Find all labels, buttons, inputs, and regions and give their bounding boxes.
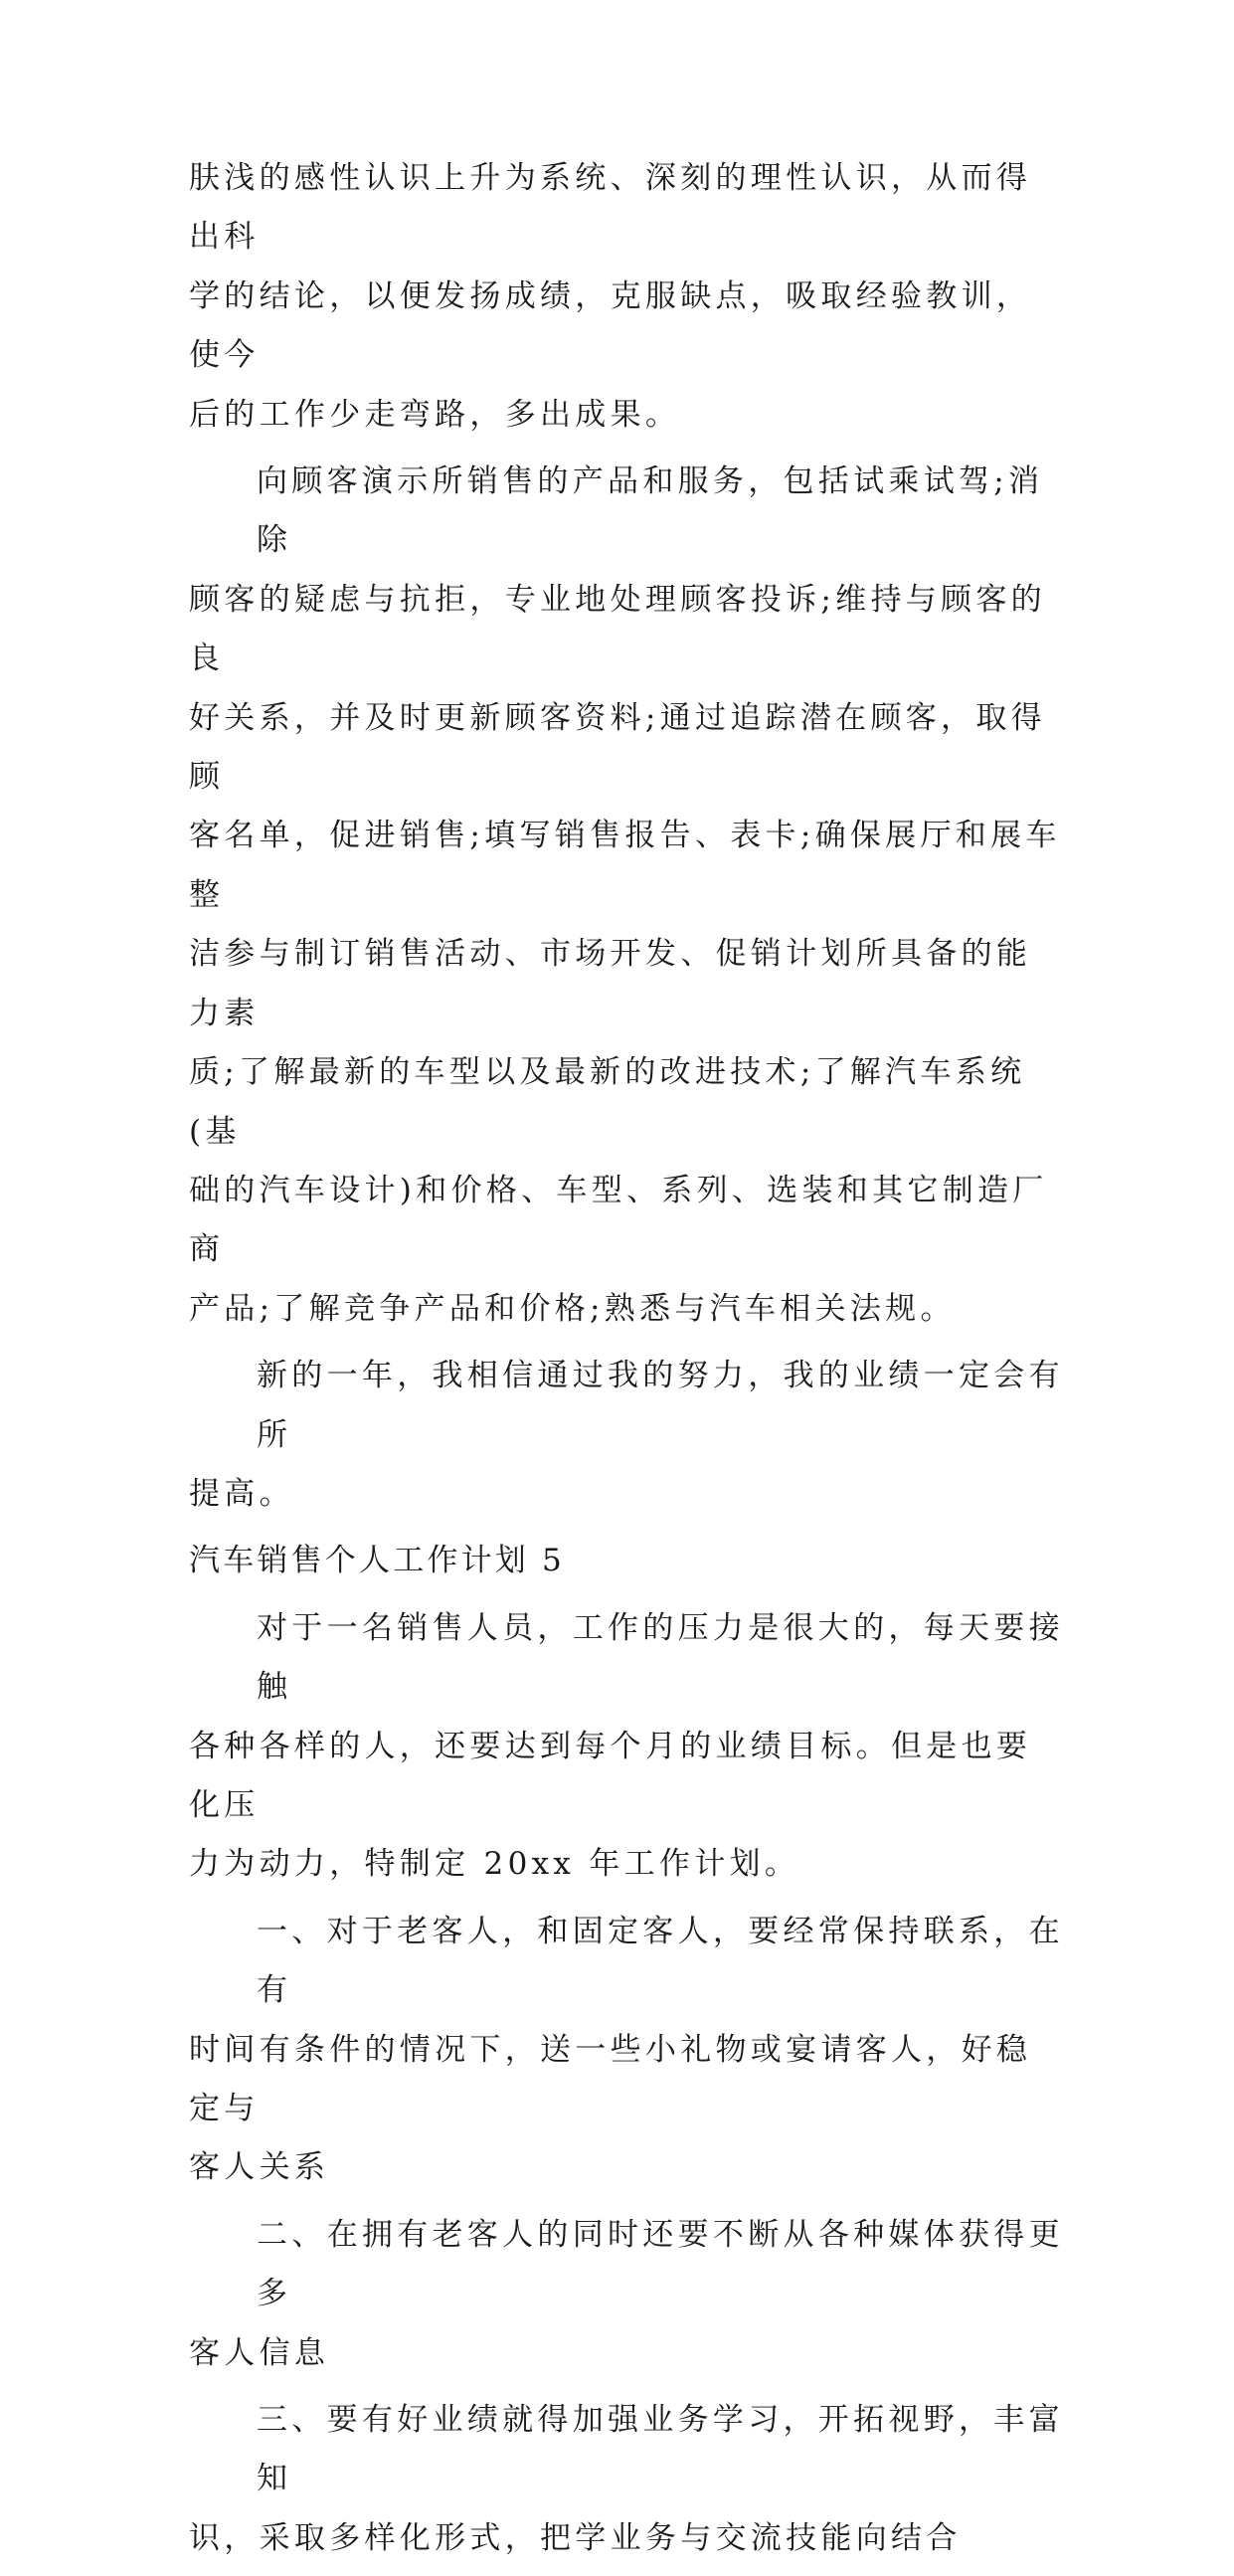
text-line: 洁参与制订销售活动、市场开发、促销计划所具备的能力素 bbox=[189, 936, 1032, 1031]
text-line: 提高。 bbox=[189, 1475, 294, 1512]
text-line: 顾客的疑虑与抗拒，专业地处理顾客投诉;维持与顾客的良 bbox=[189, 581, 1046, 677]
text-line: 时间有条件的情况下，送一些小礼物或宴请客人，好稳定与 bbox=[189, 2031, 1032, 2126]
text-line: 客名单，促进销售;填写销售报告、表卡;确保展厅和展车整 bbox=[189, 818, 1061, 913]
text-line: 学的结论，以便发扬成绩，克服缺点，吸取经验教训，使今 bbox=[189, 277, 1032, 374]
text-line: 客人关系 bbox=[189, 2149, 330, 2186]
text-line: 向顾客演示所销售的产品和服务，包括试乘试驾;消除 bbox=[257, 463, 1044, 559]
text-line: 对于一名销售人员，工作的压力是很大的，每天要接触 bbox=[257, 1609, 1064, 1706]
text-line: 识，采取多样化形式，把学业务与交流技能向结合 bbox=[189, 2519, 962, 2556]
paragraph-plan-item-1 bbox=[189, 1903, 1064, 2198]
text-line: 肤浅的感性认识上升为系统、深刻的理性认识，从而得出科 bbox=[189, 160, 1032, 256]
text-line: 二、在拥有老客人的同时还要不断从各种媒体获得更多 bbox=[257, 2216, 1064, 2312]
text-line: 产品;了解竞争产品和价格;熟悉与汽车相关法规。 bbox=[189, 1290, 956, 1327]
text-line: 客人信息 bbox=[189, 2334, 330, 2371]
section-title: 汽车销售个人工作计划 5 bbox=[189, 1543, 565, 1579]
text-line: 三、要有好业绩就得加强业务学习，开拓视野，丰富知 bbox=[257, 2402, 1064, 2497]
text-line: 础的汽车设计)和价格、车型、系列、选装和其它制造厂商 bbox=[189, 1172, 1048, 1268]
paragraph-intro-conclusion bbox=[189, 149, 1064, 445]
text-line: 好关系，并及时更新顾客资料;通过追踪潜在顾客，取得顾 bbox=[189, 699, 1046, 796]
text-line: 新的一年，我相信通过我的努力，我的业绩一定会有所 bbox=[257, 1358, 1064, 1453]
paragraph-plan-item-3 bbox=[189, 2391, 1064, 2568]
text-line: 力为动力，特制定 20xx 年工作计划。 bbox=[189, 1846, 800, 1883]
text-line: 一、对于老客人，和固定客人，要经常保持联系，在有 bbox=[257, 1913, 1064, 2009]
document-body bbox=[189, 149, 1064, 2576]
paragraph-plan-intro bbox=[189, 1599, 1064, 1895]
paragraph-new-year bbox=[189, 1347, 1064, 1524]
text-line: 质;了解最新的车型以及最新的改进技术;了解汽车系统(基 bbox=[189, 1054, 1026, 1150]
text-line: 后的工作少走弯路，多出成果。 bbox=[189, 396, 681, 433]
text-line: 各种各样的人，还要达到每个月的业绩目标。但是也要化压 bbox=[189, 1728, 1032, 1823]
paragraph-sales-duties bbox=[189, 453, 1064, 1339]
paragraph-plan-item-2 bbox=[189, 2206, 1064, 2383]
